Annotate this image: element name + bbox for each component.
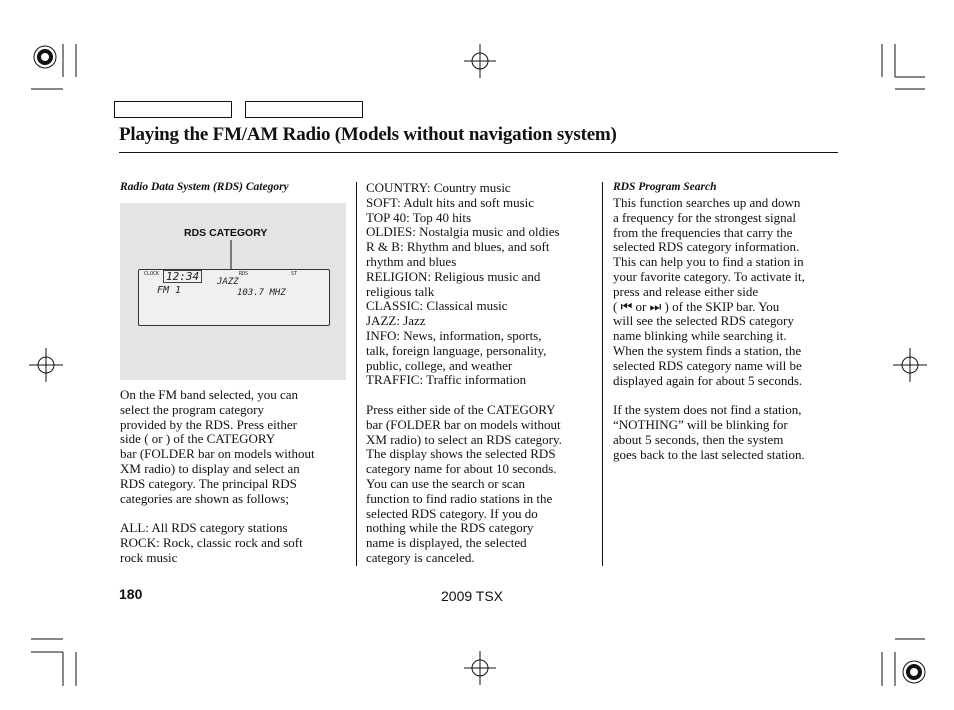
text-line: category name for about 10 seconds.	[366, 461, 557, 477]
text-line: name is displayed, the selected	[366, 535, 527, 551]
column-divider-1	[356, 182, 357, 566]
text-line: talk, foreign language, personality,	[366, 342, 547, 358]
text-line: selected RDS category information.	[613, 239, 800, 255]
page-title: Playing the FM/AM Radio (Models without navigation system)	[119, 124, 617, 145]
radio-lcd-display	[138, 269, 330, 326]
text-line: If the system does not find a station,	[613, 402, 802, 418]
text-line: rock music	[120, 549, 178, 565]
header-tab-left	[114, 101, 232, 118]
right-column-text	[613, 196, 805, 462]
text-line: from the frequencies that carry the	[613, 224, 793, 240]
text-line: will see the selected RDS category	[613, 313, 794, 329]
text-line: XM radio) to display and select an	[120, 460, 300, 476]
text-line: nothing while the RDS category	[366, 520, 534, 536]
text-line: function to find radio stations in the	[366, 490, 553, 506]
text-line: select the program category	[120, 401, 265, 417]
text-line: “NOTHING” will be blinking for	[613, 416, 788, 432]
model-label: 2009 TSX	[441, 588, 504, 604]
text-line: Press either side of the CATEGORY	[366, 401, 556, 417]
lcd-category: JAZZ	[217, 277, 239, 287]
text-line: ( ⏮ or ⏭ ) of the SKIP bar. You	[613, 298, 780, 314]
text-line: R & B: Rhythm and blues, and soft	[366, 239, 550, 255]
text-line: public, college, and weather	[366, 357, 513, 373]
text-line: a frequency for the strongest signal	[613, 209, 797, 225]
text-line: SOFT: Adult hits and soft music	[366, 194, 535, 210]
lcd-clock-label: CLOCK	[144, 271, 160, 277]
text-line: ROCK: Rock, classic rock and soft	[120, 534, 303, 550]
middle-column-text	[366, 181, 562, 566]
text-line: RDS category. The principal RDS	[120, 475, 297, 491]
lcd-st-label: ST	[291, 271, 298, 277]
text-line: your favorite category. To activate it,	[613, 268, 805, 284]
text-line: CLASSIC: Classical music	[366, 298, 508, 314]
text-line: provided by the RDS. Press either	[120, 416, 297, 432]
text-line: ALL: All RDS category stations	[120, 520, 288, 536]
text-line: TRAFFIC: Traffic information	[366, 372, 527, 388]
text-line: You can use the search or scan	[366, 475, 525, 491]
text-line: categories are shown as follows;	[120, 490, 289, 506]
text-line: displayed again for about 5 seconds.	[613, 372, 803, 388]
text-line: about 5 seconds, then the system	[613, 431, 784, 447]
left-subhead: Radio Data System (RDS) Category	[120, 181, 289, 193]
text-line: press and release either side	[613, 283, 759, 299]
text-line: selected RDS category. If you do	[366, 505, 538, 521]
page-number: 180	[119, 586, 143, 602]
rosette-bottom-right-icon	[903, 661, 925, 683]
right-subhead: RDS Program Search	[613, 181, 717, 193]
text-line: When the system finds a station, the	[613, 342, 802, 358]
column-divider-2	[602, 182, 603, 566]
header-tab-right	[245, 101, 363, 118]
text-line: religious talk	[366, 283, 435, 299]
text-line: This function searches up and down	[613, 195, 801, 210]
text-line: This can help you to find a station in	[613, 254, 804, 270]
text-line: XM radio) to select an RDS category.	[366, 431, 562, 447]
text-line: COUNTRY: Country music	[366, 180, 511, 195]
title-rule	[119, 152, 838, 153]
lcd-band: FM 1	[157, 285, 182, 296]
text-line: JAZZ: Jazz	[366, 313, 426, 329]
text-line: RELIGION: Religious music and	[366, 268, 541, 284]
lcd-time: 12:34	[163, 270, 202, 283]
text-line: INFO: News, information, sports,	[366, 327, 542, 343]
lcd-frequency: 103.7 MHZ	[237, 288, 286, 298]
rosette-top-left-icon	[34, 46, 56, 68]
text-line: On the FM band selected, you can	[120, 387, 298, 402]
text-line: rhythm and blues	[366, 253, 457, 269]
text-line: goes back to the last selected station.	[613, 446, 805, 462]
text-line: TOP 40: Top 40 hits	[366, 209, 472, 225]
left-column-text	[120, 388, 315, 566]
text-line: The display shows the selected RDS	[366, 446, 556, 462]
radio-display-figure	[120, 203, 346, 380]
text-line: OLDIES: Nostalgia music and oldies	[366, 224, 560, 240]
text-line: category is canceled.	[366, 549, 475, 565]
text-line: selected RDS category name will be	[613, 357, 802, 373]
lcd-rds-label: RDS	[239, 271, 249, 277]
figure-callout-label: RDS CATEGORY	[184, 227, 268, 239]
text-line: bar (FOLDER bar on models without	[366, 416, 561, 432]
text-line: name blinking while searching it.	[613, 328, 787, 344]
text-line: bar (FOLDER bar on models without	[120, 446, 315, 462]
text-line: side ( or ) of the CATEGORY	[120, 431, 276, 447]
